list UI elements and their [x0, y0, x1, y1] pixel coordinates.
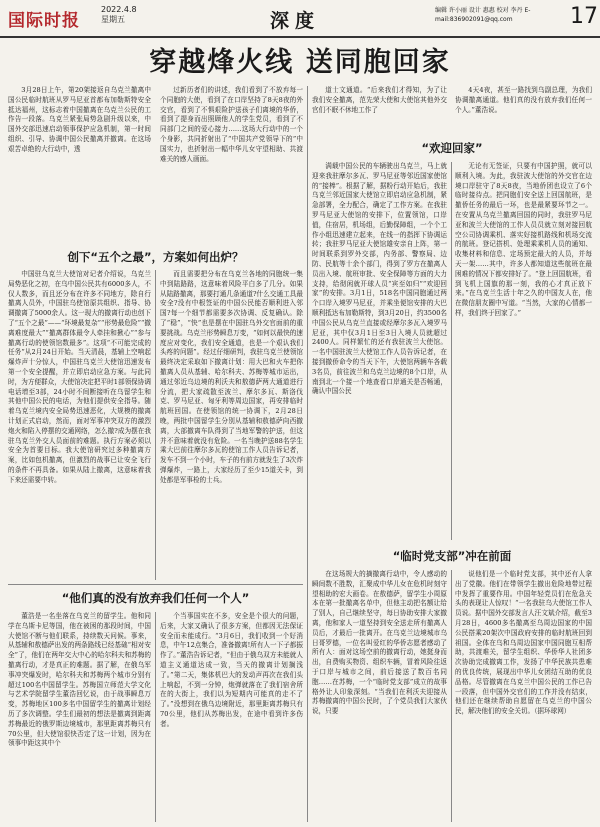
paragraph: 而且需要把分布在乌克兰各地的同胞统一集中到陆路路，这意味着风险平白多了几分。如果从陆路撤离，那要打通几条通道?什么交通工具最安全?没有中根签证的中国公民能否顺利进入邻国?每一个细节都需要多次协调、反复确认。除了“稳”，“快”也是摆在中国驻乌外交官面前的重要挑战。乌克兰形势瞬息万变，“如何以最快的速度应对变化，我们安全通道，也是一个艰认我们头疼的问题”。经过仔细研判，我驻乌克兰使领馆最终决定采取如下撤离计划：用大巴和火车把你撤离人员从基辅、哈尔科夫、苏梅等城市运出，通过邻近乌边境的利沃夫和敖德萨两大通道进行分流，把大家疏散至波兰、摩尔多瓦、斯洛伐克、罗马尼亚、匈牙利等周边国家，再安排临时航班回国。在使领馆的统一协调下，2月28日晚，两批中国留学生分别从基辅和敖德萨向西撤离，大部撤离车队得到了当地军警的护送，但这并不意味着就没有危险。一名当晚护送88名学生乘大巴前往摩尔多瓦的使馆工作人员告诉记者，发车不到一个小时，车子的有前方就发生了3次炸弹爆炸，一路上，大家经历了至少15道关卡，到处都是军事检的士兵。 [160, 270, 303, 484]
article-column-2 [160, 86, 303, 244]
column-divider [307, 86, 308, 822]
paragraph: 4天4夜，甚至一路找到乌副总理，为我们协调撤离通道。他们真的没有放弃我们任何一个人。”董浩说。 [455, 86, 592, 114]
article-column-12 [455, 570, 592, 822]
issue-date [101, 5, 137, 25]
section-title: 深度 [270, 10, 321, 32]
paragraph: 无论有无签证，只要有中国护照，就可以顺利入境。为此，我驻波大使馆的外交官在边境口岸驻守了8天8夜，当地侨团也设立了6个临时接待点。把同胞们安全送上回国航班，是撤侨任务的最后一环，也是最紧要环节之一。在安置从乌克兰撤离回国的同时，我驻罗马尼亚和波兰大使馆的工作人员员就立刻对接回航空公司协调乘机、落实好接机路线和机场交流的航班。登记搭机、处理乘乘机人员的通知、收集材料和信息、定场预定最大的人员，并每天一架……其中，许多人都知道这些航班在最困难的情况下都安排好了。“登上回国航班，看到飞机上国旗的那一刻，我的心才真正放下来。”在乌克兰生活十年之久的中国友人在，他在微信朋友圈中写道。“当然，大家的心情都一样，我们终于回家了。” [455, 162, 592, 317]
editor-credits: 编辑 许小丽 设计 惠惠 校对 李丹 E-mail:836902091@qq.com [435, 7, 531, 23]
article-column-9 [312, 162, 447, 540]
column-divider [451, 162, 452, 540]
column-divider [155, 612, 156, 822]
paragraph: 董浩是一名坐落在乌克兰的留学生。他和同学在乌斯卡尼等国，他在被困的那段时间，中国大使馆不断与他们联系，持续数天问候。事来，从基辅和敖德萨出发的两条路线已经基础“相对安全”了，他们在两年交大中心的哈尔科夫和苏梅的撤离行动，才是真正的难题。据了解，在俄乌军事冲突爆发时，哈尔科夫和苏梅两个城市分别有超过100名中国留学生。苏梅国立师范大学文化与艺术学院留学生董浩回忆说，由于战事瞬息万变，苏梅地区100多名中国留学生的撤离计划经历了多次调整。学生们最初的想法是撤离到距离苏梅最近的俄罗斯边境城市，那里距离苏梅只有70公里，但大使馆很快否定了这一计划，因为在领事中距这其中个 [8, 612, 151, 748]
paragraph: 说他们是一个临时党支部，其中还有人拿出了党徽。他们在带领学生撤出危险地带过程中发挥了重要作用。中国年轻党员们在危急关头的表现让人惊叹！“一名我驻乌大使馆工作人员说。据中国外交部发言人汪文斌介绍，截至3月28日，4600多名撤离至乌周边国家的中国公民搭乘20架次中国政府安排的临时航班回到祖国。全体在乌和乌周边国家中国同胞互相帮助，共渡难关，留学生组织、华侨华人社团多次协助完成撤离工作，发扬了中华民族共患难的优良传统，展现出中华儿女团结互助的优良品格。尽管撤离在乌克兰中国公民的工作已告一段落，但中国外交官们的工作并没有结束，他们还在继续帮助自愿留在乌克兰的中国公民，解决他们的安全关切。（据环球网） [455, 570, 592, 716]
weekday-text: 星期五 [101, 15, 125, 24]
article-column-10 [455, 162, 592, 540]
article-column-5 [8, 270, 151, 580]
subheading-2: “他们真的没有放弃我们任何一个人” [61, 591, 250, 605]
paragraph: 在这场规大的摘撤离行动中，令人感动的瞬间数不胜数，汇聚成中华儿女在危机时刻守望相助的宏大画卷。在敖德萨，留学生小周原本在第一批撤离名单中，但他主动把名额让给了别人，自己继续坚守，每日协助安排大家撤离，他和家人一道坚持到安全送走所有撤离人员后，才最后一批离开。在乌克兰边境城市乌日哥罗德，一位名叫爱红的华侨志愿者感动了所有人：面对这场空前的撤离行动，她挺身而出，自费购买物资、组织车辆，冒着风险往返于口岸与城市之间，前后接送了数百名同胞……在苏梅，一个“临时党支部”成立的故事格外让人印象深刻。“当我们在利沃夫迎接从苏梅撤离的中国公民时，了个党员我们大家伙说，只要 [312, 570, 447, 716]
column-divider [451, 570, 452, 822]
article-column-7 [8, 612, 151, 822]
paragraph: 过新历者们的讲述，我们看到了不放弃每一个同胞的大使，看到了在口岸坚持了8天8夜的外交官，看到了不惧艰险护送孩子们离境的华侨，看到了提身而出照顾他人的学生党员，看到了不同部门之间的爱心接力……这场大行动中的一个个身影，共同折射出了“中国共产党领导下的”中国实力，也折射出一幅中华儿女守望相助、共渡难关的感人画面。 [160, 86, 303, 163]
newspaper-logo: 国际时报 [8, 11, 80, 31]
paragraph: 3月28日上午，第20架接返自乌克兰撤离中国公民临时航班从罗马尼亚首都布加勒斯特安全抵达福州，这标志着中国撤离在乌克兰公民的工作告一段落。乌克兰紧张局势急剧升级以来，中国外交部迅速启动领事保护应急机制，第一时间组织、引导、协调中国公民撤离并撤离。在这场艰苦卓绝的大行动中，透 [8, 86, 151, 153]
section-divider [8, 584, 303, 585]
paragraph: 个当事国实在不多，安全是个很大的问题，后来，大家又确认了很多方案，但都因无法保证安全而未能成行。“3月6日，我们收到一个好消息，中午12点集合，准备撤离!所有人一下子都振作了。”董浩告诉记者，“但由于俄乌双方未能就人道主义通道达成一致，当天的撤离计划搁浅了。”第二天，集体机巴大的发动声再次在我们头上响起，不到一分钟，炮弹就落在了我们宿舍所在的大街上，我们以为短期内可能真的走不了了。”没想到在俄乌边境附近，那里距离苏梅只有70公里，他们从苏梅出发，在途中看到许多伤者。 [160, 612, 303, 728]
date-text: 2022.4.8 [101, 5, 137, 14]
article-column-4 [455, 86, 592, 134]
article-column-3 [312, 86, 447, 134]
paragraph: 满载中国公民的车辆驶出乌克兰，马上就迎来我驻摩尔多瓦、罗马尼亚等邻近国家使馆的“接棒”。根据了解，据粉行动开始后，我驻乌克兰邻近国家大使馆立即启动应急机制，紧急部署，全力配合，确定了工作方案。在我驻罗马尼亚大使馆的安排下，位置领馆，口岸值，住宿居，机场组，后勤保障组，一个个工作小组迅速建立起来，在线一的指挥下协调运转；我驻罗马尼亚大使馆雄安亲自上阵，第一时间联系到罗外交部，内务部、警察局、边防、民航等十余个部门，得到了罗方在撤离人员出入境、航班审批、安全保障等方面的大力支持，给彻闲就开球人员“宾至如归”“欢迎回家”的安排。3月1日，518名中国同胞通过两个口岸入境罗马尼亚，并乘坐便馆安排的大巴顺利抵达布加勒斯特，到3月20日，约3500名中国公民从乌克兰直接或经摩尔多瓦入境罗马尼亚，其中仅3月1日至3日入境人员就超过2400人。同样繁忙的还有我驻波兰大使馆。一名中国驻波兰大使馆工作人员告诉记者，在接到撤侨命令的当天下午，大使馆两辆车各载3名员，前往波兰和乌克兰边境的8个口岸，从南到北一个接一个地查看口岸通关是否畅通，确认中国公民 [312, 162, 447, 396]
page-number: 17 [570, 4, 598, 29]
article-column-11 [312, 570, 447, 822]
column-divider [155, 270, 156, 580]
page-header [0, 0, 600, 38]
article-column-1 [8, 86, 151, 244]
subheading-4: “临时党支部”冲在前面 [392, 549, 512, 563]
article-column-6 [160, 270, 303, 580]
paragraph: 中国驻乌克兰大使馆对记者介绍说，乌克兰局势恶化之初，在乌中国公民共有6000多人，不仅人数多，而且还分布在许多不同地方，除自行撤离人员外，中国驻乌使馆原共组织、指导、协调撤离了5000余人。这一现大的撤离行动也创下了“五个之最”——“环境最复杂”“形势最危险”“撤离难度最大”“撤离群体最令人牵挂和揪心”“参与撤离行动的使领馆数最多”。这项“不可能完成的任务”从2月24日开始。当天清晨，基辅上空响起爆炸声十分惊人，中国驻乌克兰大使馆迅速发布第一个安全提醒，并立即启动应急方案。与此同时，为方便群众，大使馆决定把平时1部领保协调电话增至3部，24小时不间断接听在乌留学生和其他中国公民的电话，为他们提供安全指导。随着乌克兰境内安全局势迅速恶化，大规模的撤离计划正式启动，然而，面对军事冲突双方的激烈炮火和陷入停摆的交通网络，怎么撤?成为摆在我驻乌克兰外交人员面前的难题。执行方案必须以安全为首要目标。我大使馆研究过多种撤离方案，比如包机撤离，但激烈的战事已让安全飞行的条件不再具备。如果从陆上撤离，这意味着我下来还需要中转。 [8, 270, 151, 484]
main-headline: 穿越烽火线 送同胞回家 [149, 47, 451, 78]
subheading-3: “欢迎回家” [421, 141, 483, 155]
article-column-8 [160, 612, 303, 822]
subheading-1: 创下“五个之最”，方案如何出炉？ [67, 250, 244, 264]
paragraph: 道士文通道。“后来我们才得知，为了让我们安全撤离，范先荣大使和大使馆其他外交官们不眠不休地工作了 [312, 86, 447, 114]
